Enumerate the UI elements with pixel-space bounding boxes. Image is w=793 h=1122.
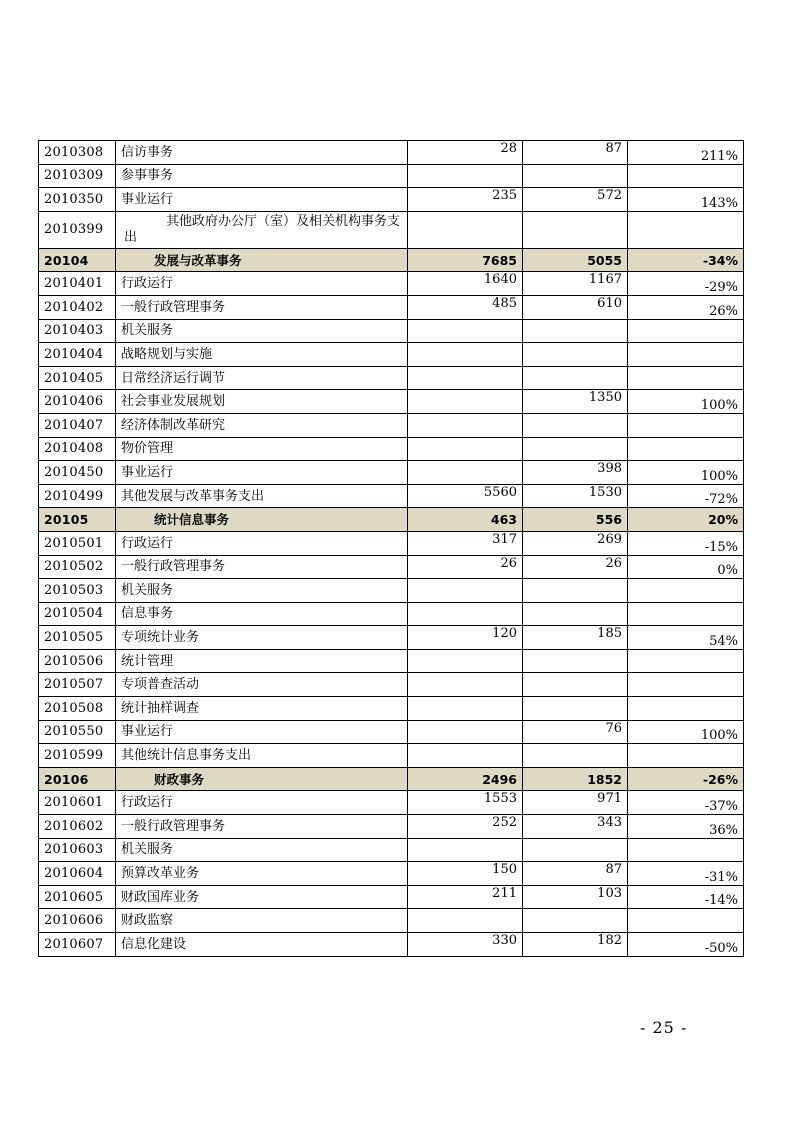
row-name: 一般行政管理事务	[116, 295, 408, 319]
row-name: 事业运行	[116, 188, 408, 212]
row-name: 行政运行	[116, 791, 408, 815]
row-code: 2010502	[39, 555, 116, 579]
row-code: 2010606	[39, 909, 116, 933]
row-name: 事业运行	[116, 461, 408, 485]
row-value-2: 26	[523, 555, 628, 579]
row-code: 2010602	[39, 815, 116, 839]
table-row	[39, 744, 744, 768]
row-name: 信息化建设	[116, 933, 408, 957]
row-name: 专项统计业务	[116, 626, 408, 650]
row-code: 2010406	[39, 390, 116, 414]
row-value-2: 398	[523, 461, 628, 485]
table-row	[39, 862, 744, 886]
row-code: 2010550	[39, 720, 116, 744]
row-change-pct: 26%	[628, 295, 744, 319]
row-value-2	[523, 697, 628, 721]
budget-table	[38, 140, 744, 957]
row-name: 社会事业发展规划	[116, 390, 408, 414]
row-value-2	[523, 744, 628, 768]
row-value-1	[408, 343, 523, 367]
row-value-1	[408, 602, 523, 626]
category-change-pct: 20%	[628, 508, 744, 532]
row-change-pct: -29%	[628, 272, 744, 296]
row-name: 参事事务	[116, 164, 408, 188]
row-change-pct: 54%	[628, 626, 744, 650]
category-value-2: 556	[523, 508, 628, 532]
row-change-pct	[628, 838, 744, 862]
row-code: 2010499	[39, 484, 116, 508]
table-row	[39, 673, 744, 697]
row-value-1: 330	[408, 933, 523, 957]
row-value-1: 5560	[408, 484, 523, 508]
table-row	[39, 343, 744, 367]
row-value-1	[408, 461, 523, 485]
category-row	[39, 248, 744, 272]
row-value-2	[523, 673, 628, 697]
table-row	[39, 555, 744, 579]
row-value-1	[408, 390, 523, 414]
row-value-2	[523, 319, 628, 343]
row-code: 2010402	[39, 295, 116, 319]
row-change-pct: 211%	[628, 141, 744, 165]
row-change-pct	[628, 343, 744, 367]
table-row	[39, 626, 744, 650]
row-value-1: 1640	[408, 272, 523, 296]
row-code: 2010507	[39, 673, 116, 697]
row-code: 2010607	[39, 933, 116, 957]
row-value-2	[523, 437, 628, 461]
category-name: 统计信息事务	[116, 508, 408, 532]
row-name: 机关服务	[116, 319, 408, 343]
row-change-pct	[628, 579, 744, 603]
table-row	[39, 211, 744, 248]
category-name: 财政事务	[116, 767, 408, 791]
category-code: 20105	[39, 508, 116, 532]
row-change-pct	[628, 164, 744, 188]
row-change-pct	[628, 673, 744, 697]
row-value-2: 76	[523, 720, 628, 744]
row-change-pct: -15%	[628, 531, 744, 555]
row-code: 2010309	[39, 164, 116, 188]
row-change-pct	[628, 909, 744, 933]
category-change-pct: -34%	[628, 248, 744, 272]
page-number: - 25 -	[640, 1018, 688, 1037]
table-row	[39, 188, 744, 212]
row-value-1: 317	[408, 531, 523, 555]
row-change-pct	[628, 649, 744, 673]
row-value-1	[408, 720, 523, 744]
row-change-pct: -50%	[628, 933, 744, 957]
row-change-pct: 100%	[628, 461, 744, 485]
row-value-2: 610	[523, 295, 628, 319]
row-value-1: 28	[408, 141, 523, 165]
row-change-pct	[628, 602, 744, 626]
row-name: 日常经济运行调节	[116, 366, 408, 390]
row-value-2	[523, 602, 628, 626]
row-change-pct: -72%	[628, 484, 744, 508]
category-value-1: 7685	[408, 248, 523, 272]
row-code: 2010399	[39, 211, 116, 248]
row-name: 专项普查活动	[116, 673, 408, 697]
table-row	[39, 164, 744, 188]
table-row	[39, 295, 744, 319]
row-value-1: 26	[408, 555, 523, 579]
row-value-2: 1350	[523, 390, 628, 414]
table-row	[39, 272, 744, 296]
table-row	[39, 649, 744, 673]
row-change-pct	[628, 319, 744, 343]
table-row	[39, 791, 744, 815]
row-name: 机关服务	[116, 579, 408, 603]
row-code: 2010408	[39, 437, 116, 461]
table-row	[39, 413, 744, 437]
budget-table-body	[39, 141, 744, 957]
row-name: 信访事务	[116, 141, 408, 165]
row-value-2	[523, 211, 628, 248]
row-change-pct: -14%	[628, 885, 744, 909]
row-name: 财政监察	[116, 909, 408, 933]
category-change-pct: -26%	[628, 767, 744, 791]
row-value-1	[408, 211, 523, 248]
row-value-2: 182	[523, 933, 628, 957]
row-change-pct	[628, 437, 744, 461]
row-name: 信息事务	[116, 602, 408, 626]
row-value-1	[408, 697, 523, 721]
table-row	[39, 933, 744, 957]
row-code: 2010403	[39, 319, 116, 343]
row-value-1: 485	[408, 295, 523, 319]
row-value-1	[408, 319, 523, 343]
row-code: 2010506	[39, 649, 116, 673]
row-name: 一般行政管理事务	[116, 815, 408, 839]
row-change-pct	[628, 366, 744, 390]
category-value-2: 1852	[523, 767, 628, 791]
category-value-1: 463	[408, 508, 523, 532]
row-name: 物价管理	[116, 437, 408, 461]
table-row	[39, 366, 744, 390]
table-row	[39, 141, 744, 165]
row-change-pct: -31%	[628, 862, 744, 886]
table-row	[39, 697, 744, 721]
category-code: 20106	[39, 767, 116, 791]
row-name: 统计抽样调查	[116, 697, 408, 721]
row-value-2: 87	[523, 141, 628, 165]
row-code: 2010401	[39, 272, 116, 296]
row-value-1	[408, 649, 523, 673]
row-change-pct	[628, 697, 744, 721]
category-row	[39, 508, 744, 532]
row-name: 其他统计信息事务支出	[116, 744, 408, 768]
row-value-2	[523, 579, 628, 603]
row-value-2	[523, 413, 628, 437]
row-code: 2010308	[39, 141, 116, 165]
row-code: 2010450	[39, 461, 116, 485]
row-value-2: 269	[523, 531, 628, 555]
row-value-1	[408, 437, 523, 461]
row-value-1: 235	[408, 188, 523, 212]
row-code: 2010405	[39, 366, 116, 390]
table-row	[39, 909, 744, 933]
row-code: 2010407	[39, 413, 116, 437]
row-change-pct	[628, 211, 744, 248]
row-name: 经济体制改革研究	[116, 413, 408, 437]
row-name: 机关服务	[116, 838, 408, 862]
row-code: 2010504	[39, 602, 116, 626]
table-row	[39, 838, 744, 862]
table-row	[39, 885, 744, 909]
row-value-1	[408, 579, 523, 603]
table-row	[39, 815, 744, 839]
row-change-pct: 36%	[628, 815, 744, 839]
row-value-1	[408, 164, 523, 188]
row-code: 2010350	[39, 188, 116, 212]
row-code: 2010508	[39, 697, 116, 721]
row-value-2	[523, 366, 628, 390]
row-value-1	[408, 838, 523, 862]
row-code: 2010604	[39, 862, 116, 886]
row-name: 事业运行	[116, 720, 408, 744]
row-change-pct: 100%	[628, 390, 744, 414]
row-name: 行政运行	[116, 531, 408, 555]
row-value-2: 343	[523, 815, 628, 839]
row-value-2	[523, 909, 628, 933]
table-row	[39, 319, 744, 343]
row-value-1	[408, 909, 523, 933]
row-value-2: 1530	[523, 484, 628, 508]
row-value-1: 120	[408, 626, 523, 650]
row-value-2	[523, 343, 628, 367]
row-name: 一般行政管理事务	[116, 555, 408, 579]
row-name: 统计管理	[116, 649, 408, 673]
category-code: 20104	[39, 248, 116, 272]
table-row	[39, 390, 744, 414]
row-change-pct: 143%	[628, 188, 744, 212]
row-code: 2010505	[39, 626, 116, 650]
row-name: 战略规划与实施	[116, 343, 408, 367]
row-change-pct: -37%	[628, 791, 744, 815]
row-name: 其他发展与改革事务支出	[116, 484, 408, 508]
row-code: 2010501	[39, 531, 116, 555]
row-value-1: 150	[408, 862, 523, 886]
row-value-2: 572	[523, 188, 628, 212]
row-value-1	[408, 413, 523, 437]
row-code: 2010603	[39, 838, 116, 862]
table-row	[39, 437, 744, 461]
row-value-1: 211	[408, 885, 523, 909]
row-value-2	[523, 838, 628, 862]
row-value-1	[408, 744, 523, 768]
row-change-pct	[628, 744, 744, 768]
row-value-2: 185	[523, 626, 628, 650]
row-value-1	[408, 673, 523, 697]
row-name: 行政运行	[116, 272, 408, 296]
table-row	[39, 602, 744, 626]
row-value-2	[523, 649, 628, 673]
table-row	[39, 484, 744, 508]
row-value-2: 971	[523, 791, 628, 815]
row-change-pct: 0%	[628, 555, 744, 579]
row-name: 财政国库业务	[116, 885, 408, 909]
row-value-2: 103	[523, 885, 628, 909]
table-row	[39, 461, 744, 485]
category-row	[39, 767, 744, 791]
row-code: 2010601	[39, 791, 116, 815]
row-value-2: 87	[523, 862, 628, 886]
row-code: 2010404	[39, 343, 116, 367]
table-row	[39, 720, 744, 744]
row-code: 2010605	[39, 885, 116, 909]
row-name: 预算改革业务	[116, 862, 408, 886]
row-value-1: 1553	[408, 791, 523, 815]
category-name: 发展与改革事务	[116, 248, 408, 272]
row-code: 2010503	[39, 579, 116, 603]
row-code: 2010599	[39, 744, 116, 768]
row-value-2	[523, 164, 628, 188]
row-value-1	[408, 366, 523, 390]
row-name: 其他政府办公厅（室）及相关机构事务支出	[116, 211, 408, 248]
row-value-2: 1167	[523, 272, 628, 296]
table-row	[39, 579, 744, 603]
row-value-1: 252	[408, 815, 523, 839]
row-change-pct: 100%	[628, 720, 744, 744]
row-change-pct	[628, 413, 744, 437]
table-row	[39, 531, 744, 555]
category-value-2: 5055	[523, 248, 628, 272]
category-value-1: 2496	[408, 767, 523, 791]
